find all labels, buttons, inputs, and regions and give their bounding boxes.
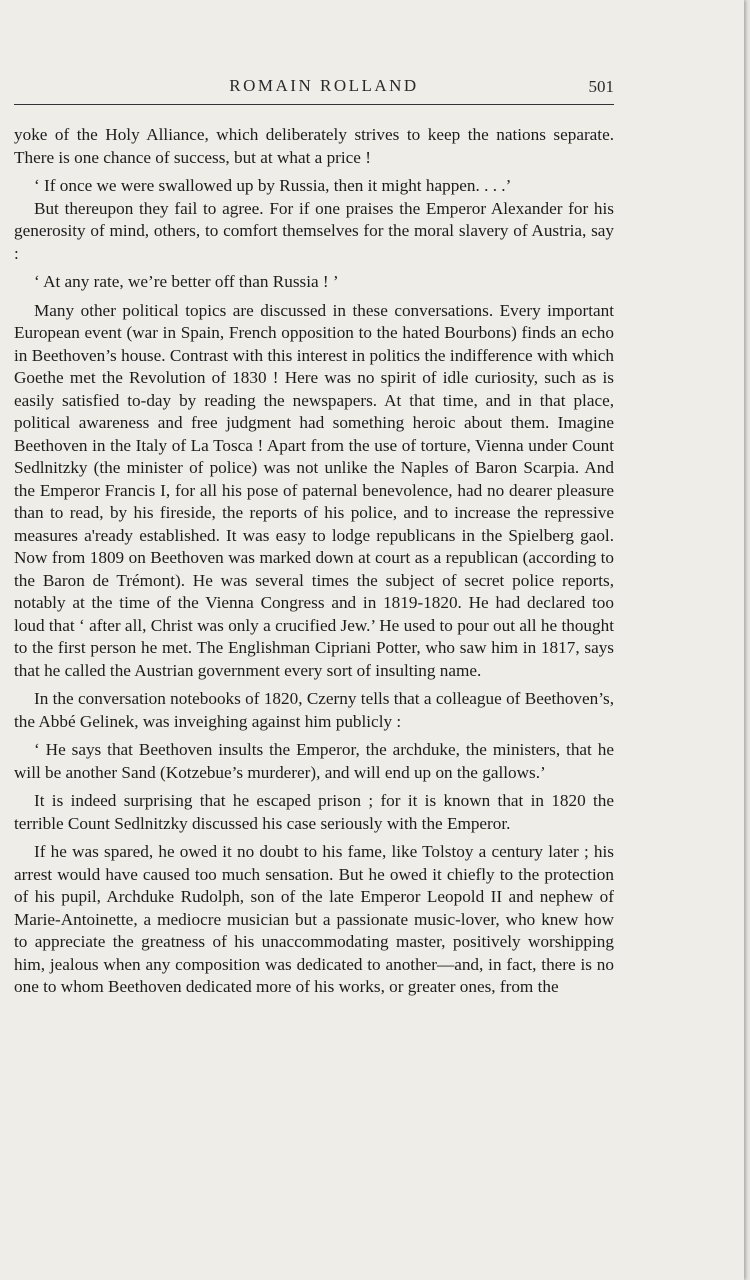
body-text: [14, 124, 614, 999]
paragraph: yoke of the Holy Alliance, which deliberately strives to keep the nations separate. There is one chance of success, but at what a price !: [14, 125, 614, 167]
running-title: ROMAIN ROLLAND: [229, 76, 419, 95]
paragraph: Many other political topics are discussed in these conversations. Every important European event (war in Spain, French opposition to the hated Bourbons) finds an echo in Beethoven’s house. Contrast with this interest in politics the indifference with which Goethe met the Revolution of 1830 ! Here was no spirit of idle curiosity, such as is easily satisfied to-day by reading the newspapers. At that time, and in that place, political awareness and free judgment had something heroic about them. Imagine Beethoven in the Italy of La Tosca ! Apart from the use of torture, Vienna under Count Sedlnitzky (the minister of police) was not unlike the Naples of Baron Scarpia. And the Emperor Francis I, for all his pose of paternal benevolence, had no dearer pleasure than to read, by his fireside, the reports of his police, and to increase the repressive measures a'ready established. It was easy to lodge republicans in the Spielberg gaol. Now from 1809 on Beethoven was marked down at court as a republican (according to the Baron de Trémont). He was several times the subject of secret police reports, notably at the time of the Vienna Congress and in 1819-1820. He had declared too loud that ‘ after all, Christ was only a crucified Jew.’ He used to pour out all he thought to the first person he met. The Englishman Cipriani Potter, who saw him in 1817, says that he called the Austrian government every sort of insulting name.: [14, 300, 614, 680]
paragraph: In the conversation notebooks of 1820, Czerny tells that a colleague of Beethoven’s, the Abbé Gelinek, was inveighing against him publicly :: [14, 689, 614, 731]
quotation: ‘ At any rate, we’re better off than Russia ! ’: [34, 272, 339, 291]
paragraph: But thereupon they fail to agree. For if one praises the Emperor Alexander for his generosity of mind, others, to comfort themselves for the moral slavery of Austria, say :: [14, 198, 614, 263]
paragraph: If he was spared, he owed it no doubt to his fame, like Tolstoy a century later ; his arrest would have caused too much sensation. But he owed it chiefly to the protection of his pupil, Archduke Rudolph, son of the late Emperor Leopold II and nephew of Marie-Antoinette, a mediocre musician but a passionate music-lover, who knew how to appreciate the greatness of his unaccommodating master, positively worshipping him, jealous when any composition was dedicated to another—and, in fact, there is no one to whom Beethoven dedicated more of his works, or greater ones, from the: [14, 842, 614, 996]
page-number: 501: [588, 77, 614, 96]
quotation: ‘ He says that Beethoven insults the Emperor, the archduke, the ministers, that he will be another Sand (Kotzebue’s murderer), and will end up on the gallows.’: [14, 740, 614, 782]
paragraph: It is indeed surprising that he escaped prison ; for it is known that in 1820 the terrible Count Sedlnitzky discussed his case seriously with the Emperor.: [14, 791, 614, 833]
page-header: [14, 76, 614, 104]
quotation: ‘ If once we were swallowed up by Russia, then it might happen. . . .’: [34, 176, 512, 195]
header-rule: [14, 104, 614, 105]
